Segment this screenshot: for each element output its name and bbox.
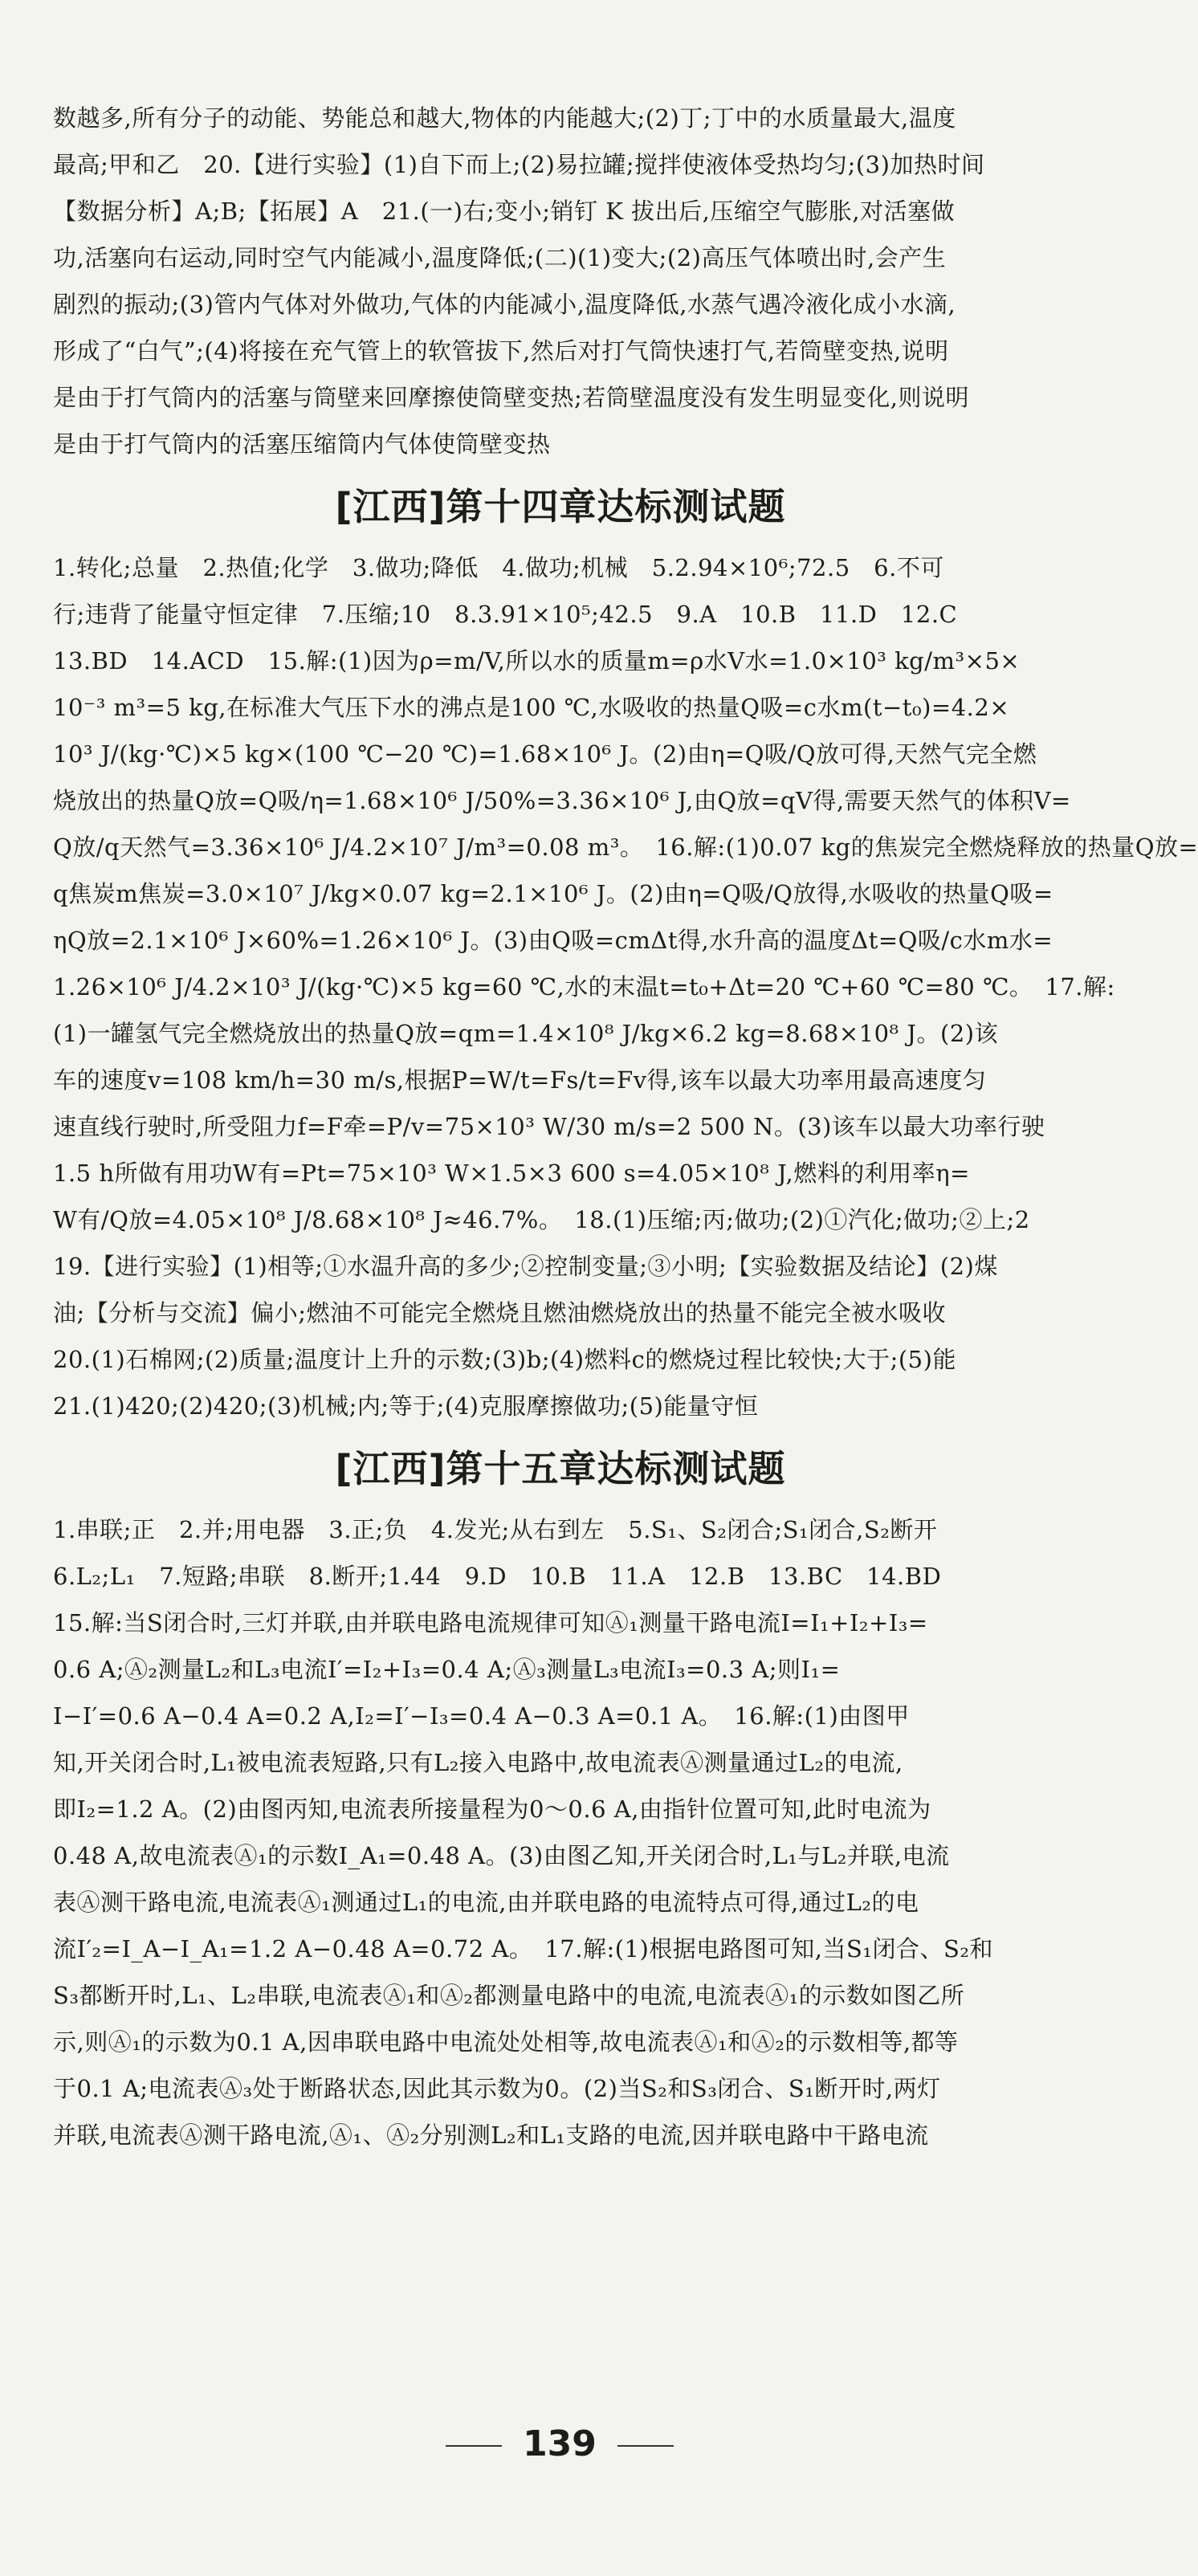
- page-number: [0, 2423, 1119, 2464]
- page-number-dash-right: [617, 2445, 674, 2447]
- chapter15-answers: [53, 1506, 1068, 2158]
- text-line: 知,开关闭合时,L₁被电流表短路,只有L₂接入电路中,故电流表Ⓐ测量通过L₂的电流,: [53, 1749, 903, 1776]
- text-line: 行;违背了能量守恒定律 7.压缩;10 8.3.91×10⁵;42.5 9.A 10.B 11.D 12.C: [53, 601, 958, 628]
- text-line: 速直线行驶时,所受阻力f=F牵=P/v=75×10³ W/30 m/s=2 500 N。(3)该车以最大功率行驶: [53, 1113, 1045, 1140]
- text-line: 1.26×10⁶ J/4.2×10³ J/(kg·℃)×5 kg=60 ℃,水的末温t=t₀+Δt=20 ℃+60 ℃=80 ℃。 17.解:: [53, 973, 1115, 1001]
- text-line: W有/Q放=4.05×10⁸ J/8.68×10⁸ J≈46.7%。 18.(1)压缩;丙;做功;(2)①汽化;做功;②上;2: [53, 1206, 1030, 1233]
- text-line: 10³ J/(kg·℃)×5 kg×(100 ℃−20 ℃)=1.68×10⁶ J。(2)由η=Q吸/Q放可得,天然气完全燃: [53, 740, 1037, 768]
- text-line: 1.5 h所做有用功W有=Pt=75×10³ W×1.5×3 600 s=4.05×10⁸ J,燃料的利用率η=: [53, 1160, 970, 1187]
- text-line: 形成了“白气”;(4)将接在充气管上的软管拔下,然后对打气筒快速打气,若筒壁变热,说明: [53, 337, 949, 365]
- text-line: 19.【进行实验】(1)相等;①水温升高的多少;②控制变量;③小明;【实验数据及结论】(2)煤: [53, 1253, 998, 1280]
- text-line: 数越多,所有分子的动能、势能总和越大,物体的内能越大;(2)丁;丁中的水质量最大,温度: [53, 104, 956, 132]
- chapter14-answers: [53, 544, 1198, 1429]
- text-line: q焦炭m焦炭=3.0×10⁷ J/kg×0.07 kg=2.1×10⁶ J。(2)由η=Q吸/Q放得,水吸收的热量Q吸=: [53, 880, 1053, 907]
- text-line: 1.转化;总量 2.热值;化学 3.做功;降低 4.做功;机械 5.2.94×10⁶;72.5 6.不可: [53, 554, 944, 581]
- text-line: 功,活塞向右运动,同时空气内能减小,温度降低;(二)(1)变大;(2)高压气体喷出时,会产生: [53, 244, 947, 271]
- chapter14-title: [江西]第十四章达标测试题: [335, 485, 786, 528]
- page-number-text: 139: [523, 2423, 597, 2464]
- text-line: S₃都断开时,L₁、L₂串联,电流表Ⓐ₁和Ⓐ₂都测量电路中的电流,电流表Ⓐ₁的示数如图乙所: [53, 1982, 965, 2009]
- text-line: 即I₂=1.2 A。(2)由图丙知,电流表所接量程为0～0.6 A,由指针位置可知,此时电流为: [53, 1795, 931, 1823]
- text-line: 13.BD 14.ACD 15.解:(1)因为ρ=m/V,所以水的质量m=ρ水V水=1.0×10³ kg/m³×5×: [53, 647, 1021, 675]
- text-line: 剧烈的振动;(3)管内气体对外做功,气体的内能减小,温度降低,水蒸气遇冷液化成小水滴,: [53, 291, 956, 318]
- text-line: 表Ⓐ测干路电流,电流表Ⓐ₁测通过L₁的电流,由并联电路的电流特点可得,通过L₂的电: [53, 1889, 919, 1916]
- text-line: 示,则Ⓐ₁的示数为0.1 A,因串联电路中电流处处相等,故电流表Ⓐ₁和Ⓐ₂的示数相等,都等: [53, 2028, 959, 2056]
- text-line: 【数据分析】A;B;【拓展】A 21.(一)右;变小;销钉 K 拔出后,压缩空气膨胀,对活塞做: [53, 198, 956, 225]
- text-line: 6.L₂;L₁ 7.短路;串联 8.断开;1.44 9.D 10.B 11.A 12.B 13.BC 14.BD: [53, 1563, 942, 1590]
- text-line: 是由于打气筒内的活塞压缩筒内气体使筒壁变热: [53, 430, 551, 458]
- text-line: 流I′₂=I_A−I_A₁=1.2 A−0.48 A=0.72 A。 17.解:(1)根据电路图可知,当S₁闭合、S₂和: [53, 1935, 993, 1963]
- text-line: 0.48 A,故电流表Ⓐ₁的示数I_A₁=0.48 A。(3)由图乙知,开关闭合时,L₁与L₂并联,电流: [53, 1842, 950, 1869]
- text-line: 0.6 A;Ⓐ₂测量L₂和L₃电流I′=I₂+I₃=0.4 A;Ⓐ₃测量L₃电流I₃=0.3 A;则I₁=: [53, 1656, 841, 1683]
- text-line: (1)一罐氢气完全燃烧放出的热量Q放=qm=1.4×10⁸ J/kg×6.2 kg=8.68×10⁸ J。(2)该: [53, 1020, 999, 1047]
- text-line: 于0.1 A;电流表Ⓐ₃处于断路状态,因此其示数为0。(2)当S₂和S₃闭合、S₁断开时,两灯: [53, 2075, 941, 2102]
- text-line: 是由于打气筒内的活塞与筒壁来回摩擦使筒壁变热;若筒壁温度没有发生明显变化,则说明: [53, 384, 969, 411]
- text-line: 烧放出的热量Q放=Q吸/η=1.68×10⁶ J/50%=3.36×10⁶ J,由Q放=qV得,需要天然气的体积V=: [53, 787, 1071, 814]
- chapter15-title: [江西]第十五章达标测试题: [335, 1447, 786, 1490]
- text-line: 15.解:当S闭合时,三灯并联,由并联电路电流规律可知Ⓐ₁测量干路电流I=I₁+I₂+I₃=: [53, 1609, 928, 1636]
- text-line: 10⁻³ m³=5 kg,在标准大气压下水的沸点是100 ℃,水吸收的热量Q吸=c水m(t−t₀)=4.2×: [53, 694, 1010, 721]
- intro-paragraph: [53, 95, 1068, 467]
- page-number-dash-left: [446, 2445, 502, 2447]
- text-line: 21.(1)420;(2)420;(3)机械;内;等于;(4)克服摩擦做功;(5)能量守恒: [53, 1392, 759, 1420]
- text-line: 20.(1)石棉网;(2)质量;温度计上升的示数;(3)b;(4)燃料c的燃烧过程比较快;大于;(5)能: [53, 1346, 956, 1373]
- text-line: 车的速度v=108 km/h=30 m/s,根据P=W/t=Fs/t=Fv得,该车以最大功率用最高速度匀: [53, 1066, 987, 1094]
- text-line: 最高;甲和乙 20.【进行实验】(1)自下而上;(2)易拉罐;搅拌使液体受热均匀;(3)加热时间: [53, 151, 985, 178]
- text-line: ηQ放=2.1×10⁶ J×60%=1.26×10⁶ J。(3)由Q吸=cmΔt得,水升高的温度Δt=Q吸/c水m水=: [53, 927, 1053, 954]
- text-line: Q放/q天然气=3.36×10⁶ J/4.2×10⁷ J/m³=0.08 m³。 16.解:(1)0.07 kg的焦炭完全燃烧释放的热量Q放=: [53, 834, 1198, 861]
- text-line: 并联,电流表Ⓐ测干路电流,Ⓐ₁、Ⓐ₂分别测L₂和L₁支路的电流,因并联电路中干路电流: [53, 2122, 929, 2149]
- text-line: I−I′=0.6 A−0.4 A=0.2 A,I₂=I′−I₃=0.4 A−0.3 A=0.1 A。 16.解:(1)由图甲: [53, 1702, 910, 1730]
- text-line: 油;【分析与交流】偏小;燃油不可能完全燃烧且燃油燃烧放出的热量不能完全被水吸收: [53, 1299, 947, 1327]
- text-line: 1.串联;正 2.并;用电器 3.正;负 4.发光;从右到左 5.S₁、S₂闭合;S₁闭合,S₂断开: [53, 1516, 938, 1543]
